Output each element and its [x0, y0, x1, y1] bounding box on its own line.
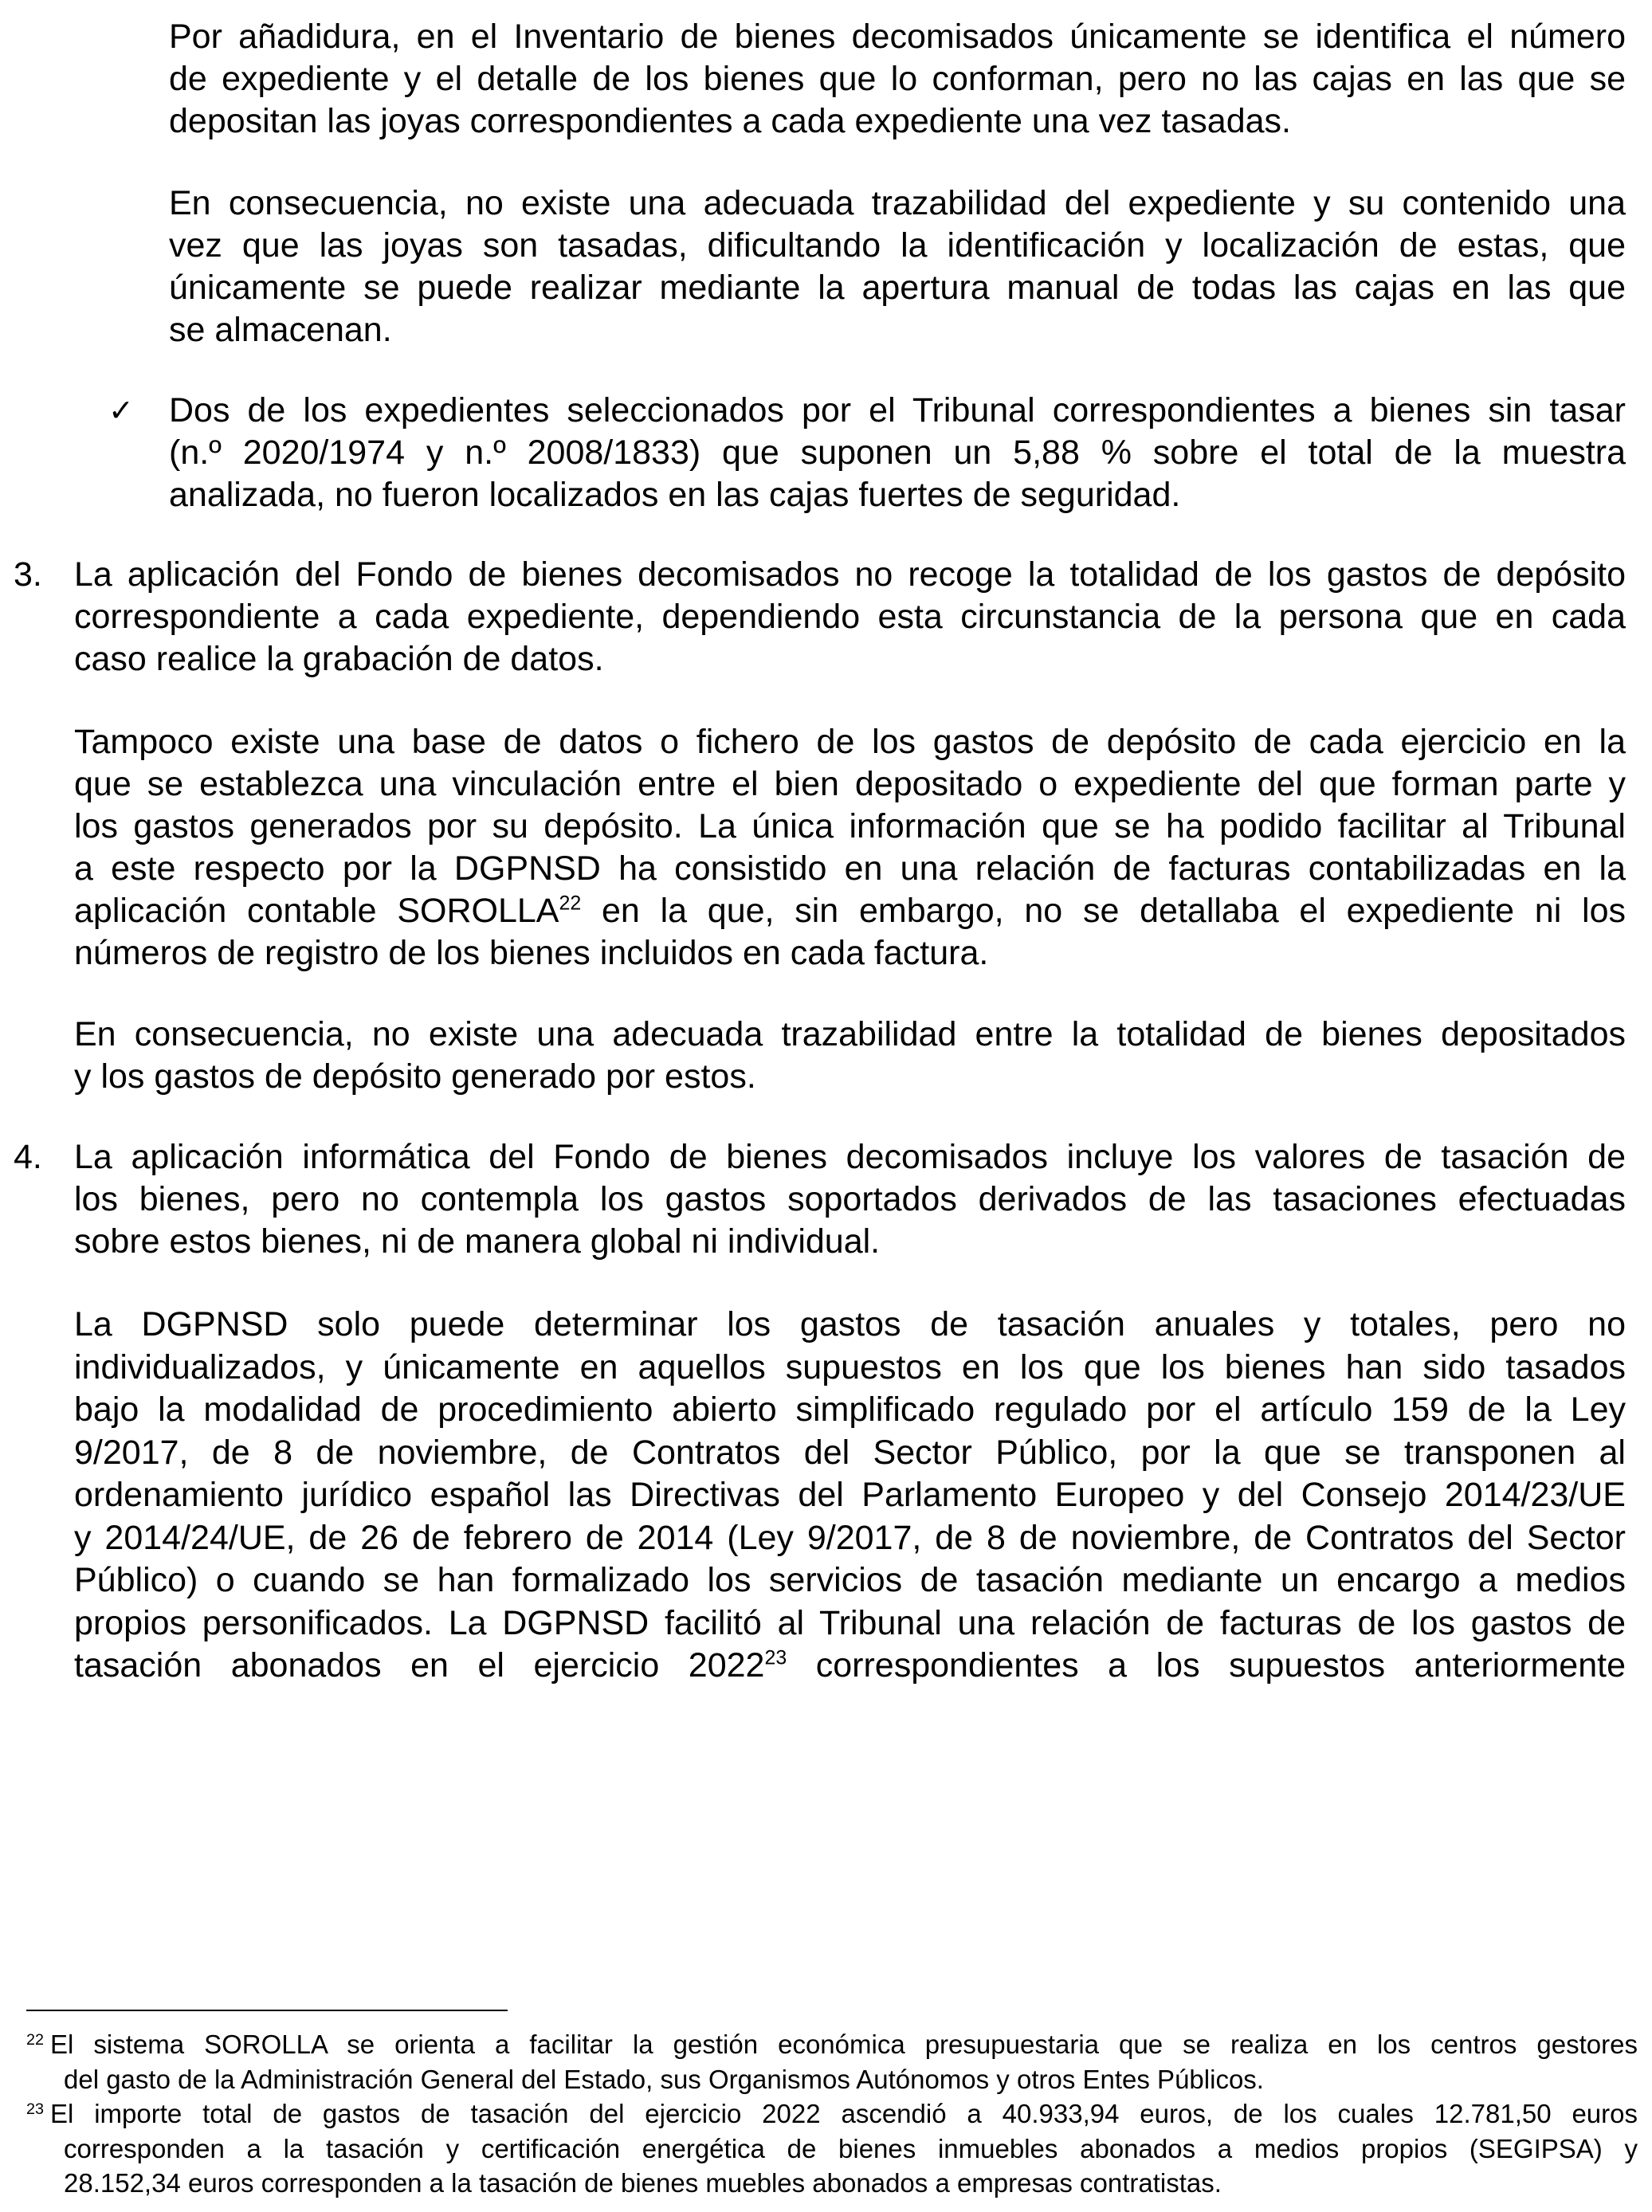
text-line: caso realice la grabación de datos.: [74, 640, 604, 678]
text-line: 28.152,34 euros corresponden a la tasación de bienes muebles abonados a empresas contratistas.: [64, 2168, 1222, 2198]
text-line: a este respecto por la DGPNSD ha consistido en una relación de facturas contabilizadas en la: [74, 849, 1626, 888]
text-line: los gastos generados por su depósito. La única información que se ha podido facilitar al Tribunal: [74, 807, 1626, 845]
footnote-ref-23[interactable]: 23: [764, 1646, 787, 1669]
text-line: corresponden a la tasación y certificación energética de bienes inmuebles abonados a medios propios (SEGIPSA) y: [64, 2133, 1638, 2163]
text-line: La DGPNSD solo puede determinar los gastos de tasación anuales y totales, pero no: [74, 1305, 1626, 1343]
text-line: depositan las joyas correspondientes a cada expediente una vez tasadas.: [169, 102, 1291, 140]
text-line: [26, 2027, 1638, 2062]
text-line: que se establezca una vinculación entre el bien depositado o expediente del que forman parte y: [74, 765, 1626, 803]
paragraph-traceability-jewels: [169, 182, 1626, 351]
paragraph-traceability-deposits: [74, 1014, 1626, 1098]
text-line: los bienes, pero no contempla los gastos soportados derivados de las tasaciones efectuadas: [74, 1180, 1626, 1218]
text-line: de expediente y el detalle de los bienes que lo conforman, pero no las cajas en las que se: [169, 60, 1626, 98]
text-line: Por añadidura, en el Inventario de bienes decomisados únicamente se identifica el número: [169, 18, 1626, 56]
text-line: Público) o cuando se han formalizado los servicios de tasación mediante un encargo a medios: [74, 1561, 1626, 1599]
text-line: individualizados, y únicamente en aquellos supuestos en los que los bienes han sido tasados: [74, 1347, 1626, 1386]
text-line: y los gastos de depósito generado por estos.: [74, 1057, 756, 1096]
list-number-4: 4.: [14, 1138, 42, 1176]
footnote-22: [26, 2027, 1638, 2096]
text-line: correspondiente a cada expediente, dependiendo esta circunstancia de la persona que en cada: [74, 598, 1626, 636]
text-line: y 2014/24/UE, de 26 de febrero de 2014 (Ley 9/2017, de 8 de noviembre, de Contratos del Sector: [74, 1518, 1626, 1557]
text-line: propios personificados. La DGPNSD facilitó al Tribunal una relación de facturas de los gastos de: [74, 1603, 1626, 1642]
text-segment: aplicación contable SOROLLA: [74, 892, 559, 930]
text-line: [26, 2096, 1638, 2132]
text-segment: tasación abonados en el ejercicio 2022: [74, 1646, 765, 1684]
text-line: En consecuencia, no existe una adecuada trazabilidad entre la totalidad de bienes depositados: [74, 1015, 1626, 1053]
text-line: únicamente se puede realizar mediante la apertura manual de todas las cajas en las que: [169, 269, 1626, 307]
check-list-item: [169, 390, 1626, 516]
numbered-item-4: [74, 1136, 1626, 1263]
text-line: sobre estos bienes, ni de manera global ni individual.: [74, 1222, 881, 1261]
footnote-ref-22[interactable]: 22: [559, 892, 582, 915]
footnote-23: [26, 2096, 1638, 2201]
text-line: En consecuencia, no existe una adecuada trazabilidad del expediente y su contenido una: [169, 184, 1626, 222]
paragraph-appraisal-expenses: [74, 1304, 1626, 1688]
numbered-item-3: [74, 554, 1626, 680]
checkmark-icon: ✓: [108, 393, 134, 428]
text-line: bajo la modalidad de procedimiento abierto simplificado regulado por el artículo 159 de la Ley: [74, 1390, 1626, 1429]
text-segment: El importe total de gastos de tasación del ejercicio 2022 ascendió a 40.933,94 euros, de los cuales 12.781,50 euros: [50, 2099, 1638, 2128]
text-line: ordenamiento jurídico español las Directivas del Parlamento Europeo y del Consejo 2014/23/UE: [74, 1476, 1626, 1514]
text-line: Tampoco existe una base de datos o fichero de los gastos de depósito de cada ejercicio en la: [74, 723, 1626, 761]
text-line-with-footnote: [74, 1645, 1626, 1688]
text-segment: en la que, sin embargo, no se detallaba el expediente ni los: [601, 892, 1626, 930]
text-line: se almacenan.: [169, 311, 392, 349]
footnote-number: 23: [26, 2100, 45, 2119]
footnote-number: 22: [26, 2031, 45, 2049]
text-line: números de registro de los bienes incluidos en cada factura.: [74, 934, 989, 972]
footnote-separator: [26, 2010, 508, 2011]
text-segment: correspondientes a los supuestos anteriormente: [815, 1646, 1626, 1684]
text-line: La aplicación informática del Fondo de bienes decomisados incluye los valores de tasación de: [74, 1138, 1626, 1176]
text-line: 9/2017, de 8 de noviembre, de Contratos del Sector Público, por la que se transponen al: [74, 1433, 1626, 1472]
text-line: vez que las joyas son tasadas, dificultando la identificación y localización de estas, que: [169, 226, 1626, 265]
paragraph-deposit-expenses: [74, 721, 1626, 975]
text-line: Dos de los expedientes seleccionados por el Tribunal correspondientes a bienes sin tasar: [169, 391, 1626, 429]
text-segment: El sistema SOROLLA se orienta a facilitar la gestión económica presupuestaria que se realiza en los centros gestores: [50, 2030, 1638, 2059]
text-line-with-footnote: [74, 890, 1626, 932]
text-line: La aplicación del Fondo de bienes decomisados no recoge la totalidad de los gastos de depósito: [74, 555, 1626, 594]
text-line: analizada, no fueron localizados en las cajas fuertes de seguridad.: [169, 476, 1181, 514]
paragraph-inventory-boxes: [169, 16, 1626, 143]
text-line: (n.º 2020/1974 y n.º 2008/1833) que suponen un 5,88 % sobre el total de la muestra: [169, 433, 1626, 472]
list-number-3: 3.: [14, 555, 42, 594]
text-line: del gasto de la Administración General del Estado, sus Organismos Autónomos y otros Entes Públicos.: [64, 2064, 1264, 2094]
